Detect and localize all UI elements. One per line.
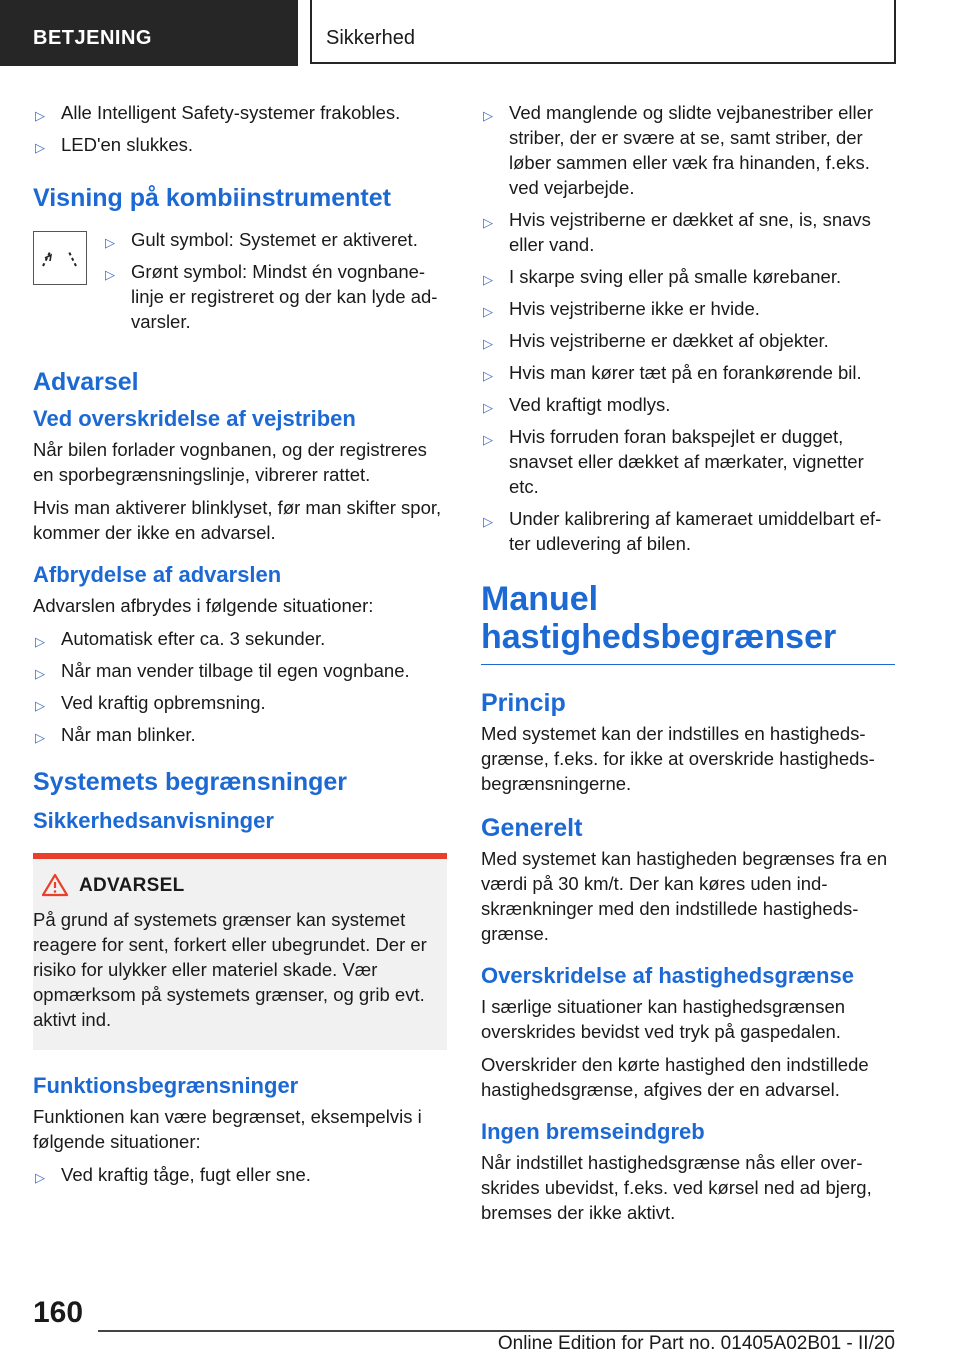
list-item: ▷ Automatisk efter ca. 3 sekunder. (33, 626, 447, 651)
warning-box-text: På grund af systemets grænser kan systemet reagere for sent, forkert eller ubegrundet. Der er risiko for ulykker eller materiel skade. Vær opmærksom på systemets grænser, og grib evt. aktivt ind. (33, 909, 427, 1030)
footer-divider (98, 1330, 894, 1332)
list-item: ▷ Hvis vejstriberne er dækket af objekter. (481, 328, 895, 353)
warning-triangle-icon (41, 873, 69, 905)
chapter-tab: BETJENING (0, 0, 298, 66)
triangle-bullet-icon: ▷ (35, 140, 45, 155)
triangle-bullet-icon: ▷ (35, 666, 45, 681)
main-heading: Manuel hastighedsbegrænser (481, 580, 895, 665)
triangle-bullet-icon: ▷ (483, 432, 493, 447)
list-item: ▷ LED'en slukkes. (33, 132, 447, 157)
triangle-bullet-icon: ▷ (105, 267, 115, 282)
list-item: ▷ Hvis vejstriberne er dækket af sne, is, snavs eller vand. (483, 209, 871, 255)
display-heading: Visning på kombiinstrumentet (33, 184, 391, 212)
exceed-heading: Overskridelse af hastighedsgrænse (481, 963, 854, 988)
list-item: ▷ Under kalibrering af kameraet umiddelbart efter udlevering af bilen. (483, 508, 882, 554)
func-heading: Funktionsbegrænsninger (33, 1073, 299, 1098)
symbol-list (103, 227, 447, 341)
list-item: ▷ Hvis vejstriberne ikke er hvide. (481, 296, 895, 321)
page-number: 160 (33, 1296, 84, 1329)
list-item: ▷ Ved kraftig tåge, fugt eller sne. (33, 1162, 447, 1187)
triangle-bullet-icon: ▷ (35, 1170, 45, 1185)
exceed-paragraph-1: I særlige situationer kan hastighedsgrænsen overskrides bevidst ved tryk på gaspedalen. (481, 996, 846, 1042)
triangle-bullet-icon: ▷ (483, 514, 493, 529)
triangle-bullet-icon: ▷ (483, 108, 493, 123)
list-item: ▷ Når man vender tilbage til egen vognbane. (33, 658, 447, 683)
general-heading: Generelt (481, 814, 583, 842)
warning-heading: Advarsel (33, 368, 139, 396)
func-list-continued (481, 100, 895, 556)
exceed-paragraph-2: Overskrider den kørte hastighed den indstillede hastighedsgrænse, afgives der en advarsel. (481, 1054, 869, 1100)
brake-heading: Ingen bremseindgreb (481, 1119, 705, 1144)
list-item: ▷ Alle Intelligent Safety-systemer frakobles. (33, 100, 447, 125)
list-item: ▷ Ved kraftigt modlys. (481, 392, 895, 417)
list-item: ▷ Ved manglende og slidte vejbanestriber eller striber, der er svære at se, samt striber, der løber sammen eller væk fra hinanden, f.eks. ved vejarbejde. (483, 102, 874, 198)
list-item: ▷ Gult symbol: Systemet er aktiveret. (103, 227, 447, 252)
triangle-bullet-icon: ▷ (483, 400, 493, 415)
warning-box (33, 853, 447, 1050)
triangle-bullet-icon: ▷ (483, 336, 493, 351)
warning-box-header (33, 873, 447, 899)
triangle-bullet-icon: ▷ (35, 730, 45, 745)
abort-list (33, 626, 447, 747)
warning-box-title: ADVARSEL (79, 875, 185, 896)
list-item: ▷ Hvis man kører tæt på en forankørende bil. (481, 360, 895, 385)
list-item: ▷ Ved kraftig opbremsning. (33, 690, 447, 715)
right-column (481, 100, 895, 1233)
lane-paragraph-1: Når bilen forlader vognbanen, og der registreres en sporbegrænsningslinje, vibrerer rattet. (33, 439, 427, 485)
triangle-bullet-icon: ▷ (35, 108, 45, 123)
page-header (0, 0, 960, 66)
triangle-bullet-icon: ▷ (35, 634, 45, 649)
safety-heading: Sikkerhedsanvisninger (33, 808, 274, 833)
section-tab: Sikkerhed (310, 0, 896, 64)
list-item: ▷ Grønt symbol: Mindst én vognbanelinje er registreret og der kan lyde advarsler. (105, 261, 438, 332)
list-item: ▷ Hvis forruden foran bakspejlet er dugget, snavset eller dækket af mærkater, vignetter etc. (483, 426, 864, 497)
lane-heading: Ved overskridelse af vejstriben (33, 406, 356, 431)
left-column (33, 100, 447, 1194)
list-item: ▷ Når man blinker. (33, 722, 447, 747)
intro-list (33, 100, 447, 157)
lane-paragraph-2: Hvis man aktiverer blinklyset, før man skifter spor, kommer der ikke en advarsel. (33, 497, 442, 543)
triangle-bullet-icon: ▷ (483, 304, 493, 319)
abort-intro: Advarslen afbrydes i følgende situationer: (33, 595, 374, 616)
footer-edition: Online Edition for Part no. 01405A02B01 - II/20 (497, 1333, 895, 1354)
symbol-row (33, 227, 447, 347)
func-intro: Funktionen kan være begrænset, eksempelvis i følgende situationer: (33, 1106, 422, 1152)
list-item: ▷ I skarpe sving eller på smalle kørebaner. (481, 264, 895, 289)
principle-text: Med systemet kan der indstilles en hastighedsgrænse, f.eks. for ikke at overskride hastighedsbegrænsningerne. (481, 723, 875, 794)
brake-text: Når indstillet hastighedsgrænse nås eller overskrides ubevidst, f.eks. ved kørsel ned ad bjerg, bremses der ikke aktivt. (481, 1152, 872, 1223)
triangle-bullet-icon: ▷ (483, 215, 493, 230)
triangle-bullet-icon: ▷ (483, 272, 493, 287)
triangle-bullet-icon: ▷ (35, 698, 45, 713)
triangle-bullet-icon: ▷ (483, 368, 493, 383)
limits-heading: Systemets begrænsninger (33, 768, 347, 796)
general-text: Med systemet kan hastigheden begrænses fra en værdi på 30 km/t. Der kan køres uden indskrænkninger med den indstillede hastighedsgrænse. (481, 848, 888, 944)
func-list (33, 1162, 447, 1187)
triangle-bullet-icon: ▷ (105, 235, 115, 250)
lane-departure-symbol-icon (33, 231, 87, 285)
abort-heading: Afbrydelse af advarslen (33, 562, 282, 587)
principle-heading: Princip (481, 689, 566, 717)
